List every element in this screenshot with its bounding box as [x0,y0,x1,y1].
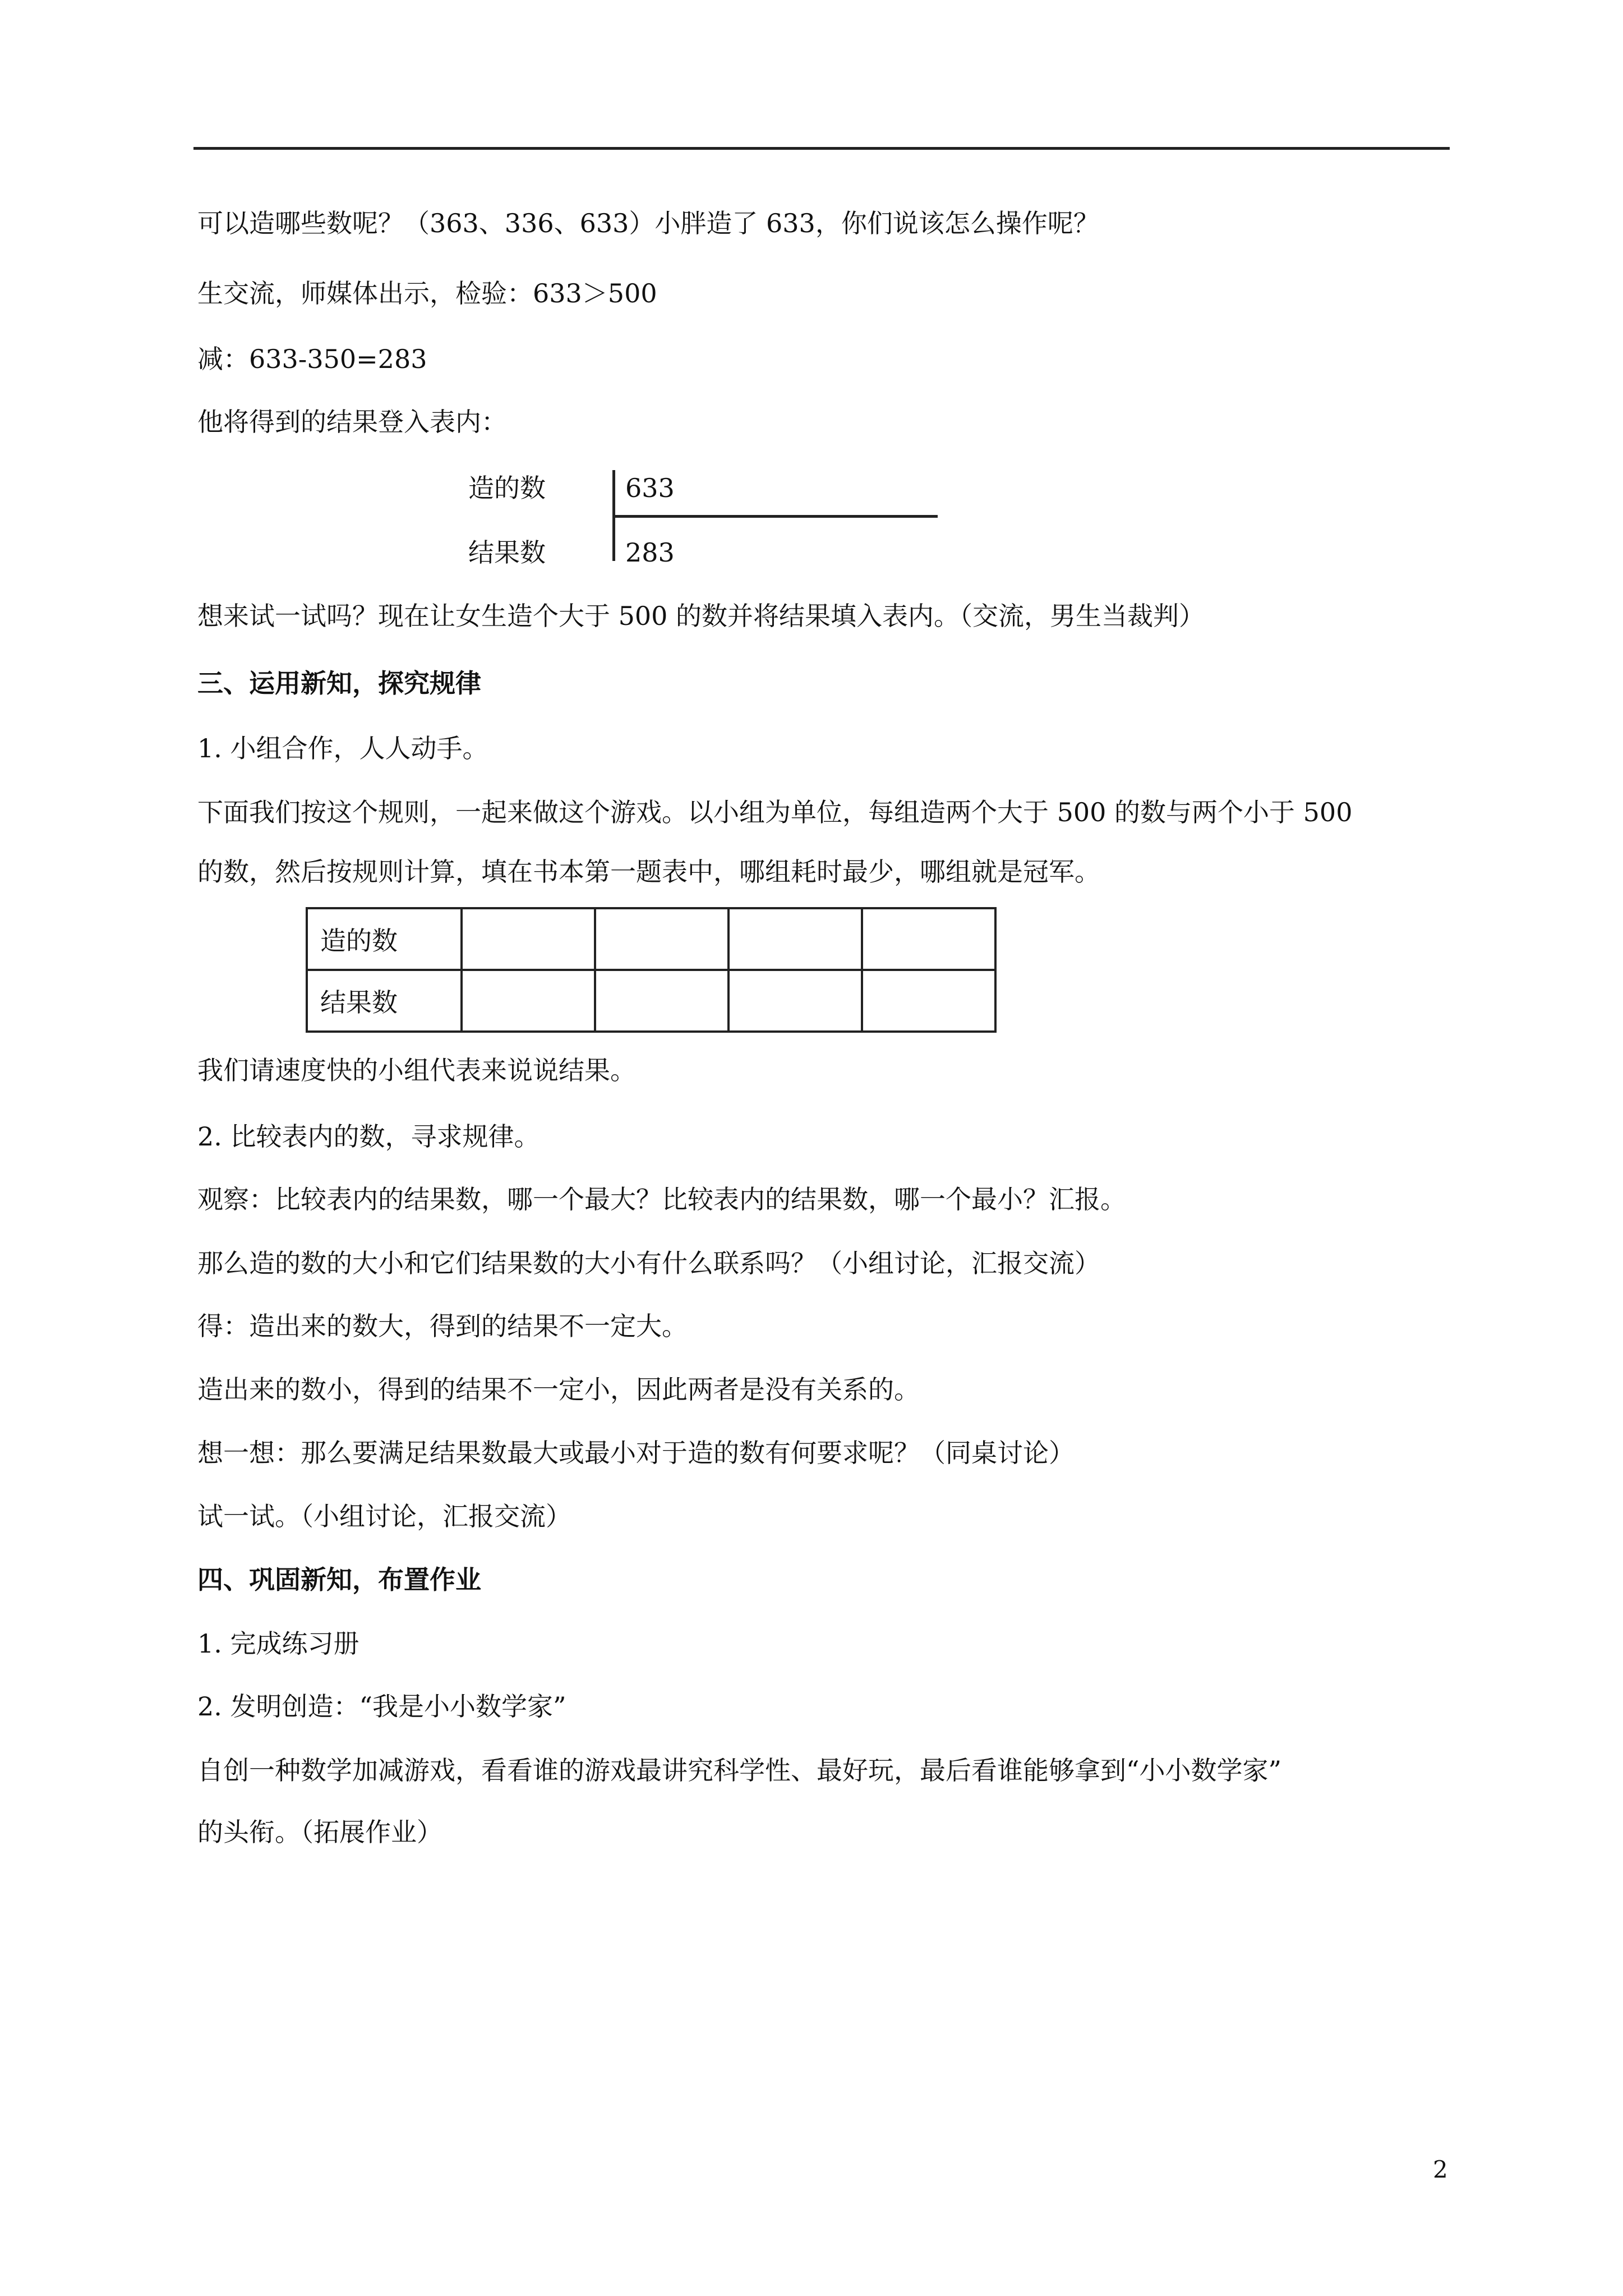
section3-heading: 三、运用新知，探究规律 [197,668,481,698]
section3-item2: 2. 比较表内的数，寻求规律。 [197,1121,540,1152]
grid-cell [462,970,595,1032]
body-line-3: 减：633-350=283 [197,344,427,374]
section3-p8: 试一试。（小组讨论，汇报交流） [197,1501,571,1531]
section3-p5: 得：造出来的数大，得到的结果不一定大。 [197,1311,688,1341]
blank-result-grid [306,907,997,1033]
grid-cell [728,908,862,970]
section3-p6: 造出来的数小，得到的结果不一定小，因此两者是没有关系的。 [197,1374,920,1405]
section3-para1-cont: 的数，然后按规则计算，填在书本第一题表中，哪组耗时最少，哪组就是冠军。 [197,857,1100,887]
section4-para-cont: 的头衔。（拓展作业） [197,1817,442,1847]
grid-cell [595,970,728,1032]
section3-p7: 想一想：那么要满足结果数最大或最小对于造的数有何要求呢？（同桌讨论） [197,1438,1075,1468]
grid-cell [862,908,995,970]
section3-item1: 1. 小组合作，人人动手。 [197,733,488,763]
section3-para1: 下面我们按这个规则，一起来做这个游戏。以小组为单位，每组造两个大于 500 的数与两个小于 500 [197,797,1353,827]
section4-heading: 四、巩固新知，布置作业 [197,1565,481,1595]
grid-row [307,970,995,1032]
section4-item2: 2. 发明创造：“我是小小数学家” [197,1691,566,1722]
after-table-line: 想来试一试吗？现在让女生造个大于 500 的数并将结果填入表内。（交流，男生当裁判） [197,601,1205,631]
section3-p4: 那么造的数的大小和它们结果数的大小有什么联系吗？（小组讨论，汇报交流） [197,1248,1100,1278]
section4-para: 自创一种数学加减游戏，看看谁的游戏最讲究科学性、最好玩，最后看谁能够拿到“小小数学家” [197,1755,1282,1786]
body-line-1: 可以造哪些数呢？（363、336、633）小胖造了 633，你们说该怎么操作呢？ [197,208,1099,238]
grid-cell [862,970,995,1032]
body-line-2: 生交流，师媒体出示，检验：633＞500 [197,278,657,309]
grid-cell [595,908,728,970]
t-table-row2-value: 283 [625,537,675,568]
t-table-row1-value: 633 [625,473,675,503]
grid-cell [728,970,862,1032]
grid-row2-label: 结果数 [307,970,462,1032]
grid-row1-label: 造的数 [307,908,462,970]
page-number: 2 [1433,2156,1448,2183]
t-table-row1-label: 造的数 [468,473,546,503]
grid-row [307,908,995,970]
grid-cell [462,908,595,970]
section3-p3: 观察：比较表内的结果数，哪一个最大？比较表内的结果数，哪一个最小？汇报。 [197,1184,1126,1214]
t-table-horizontal-line [612,515,938,518]
section3-p2: 我们请速度快的小组代表来说说结果。 [197,1055,636,1085]
t-table-row2-label: 结果数 [468,537,546,568]
header-rule [193,147,1450,150]
body-line-4: 他将得到的结果登入表内： [197,407,507,437]
section4-item1: 1. 完成练习册 [197,1628,359,1659]
